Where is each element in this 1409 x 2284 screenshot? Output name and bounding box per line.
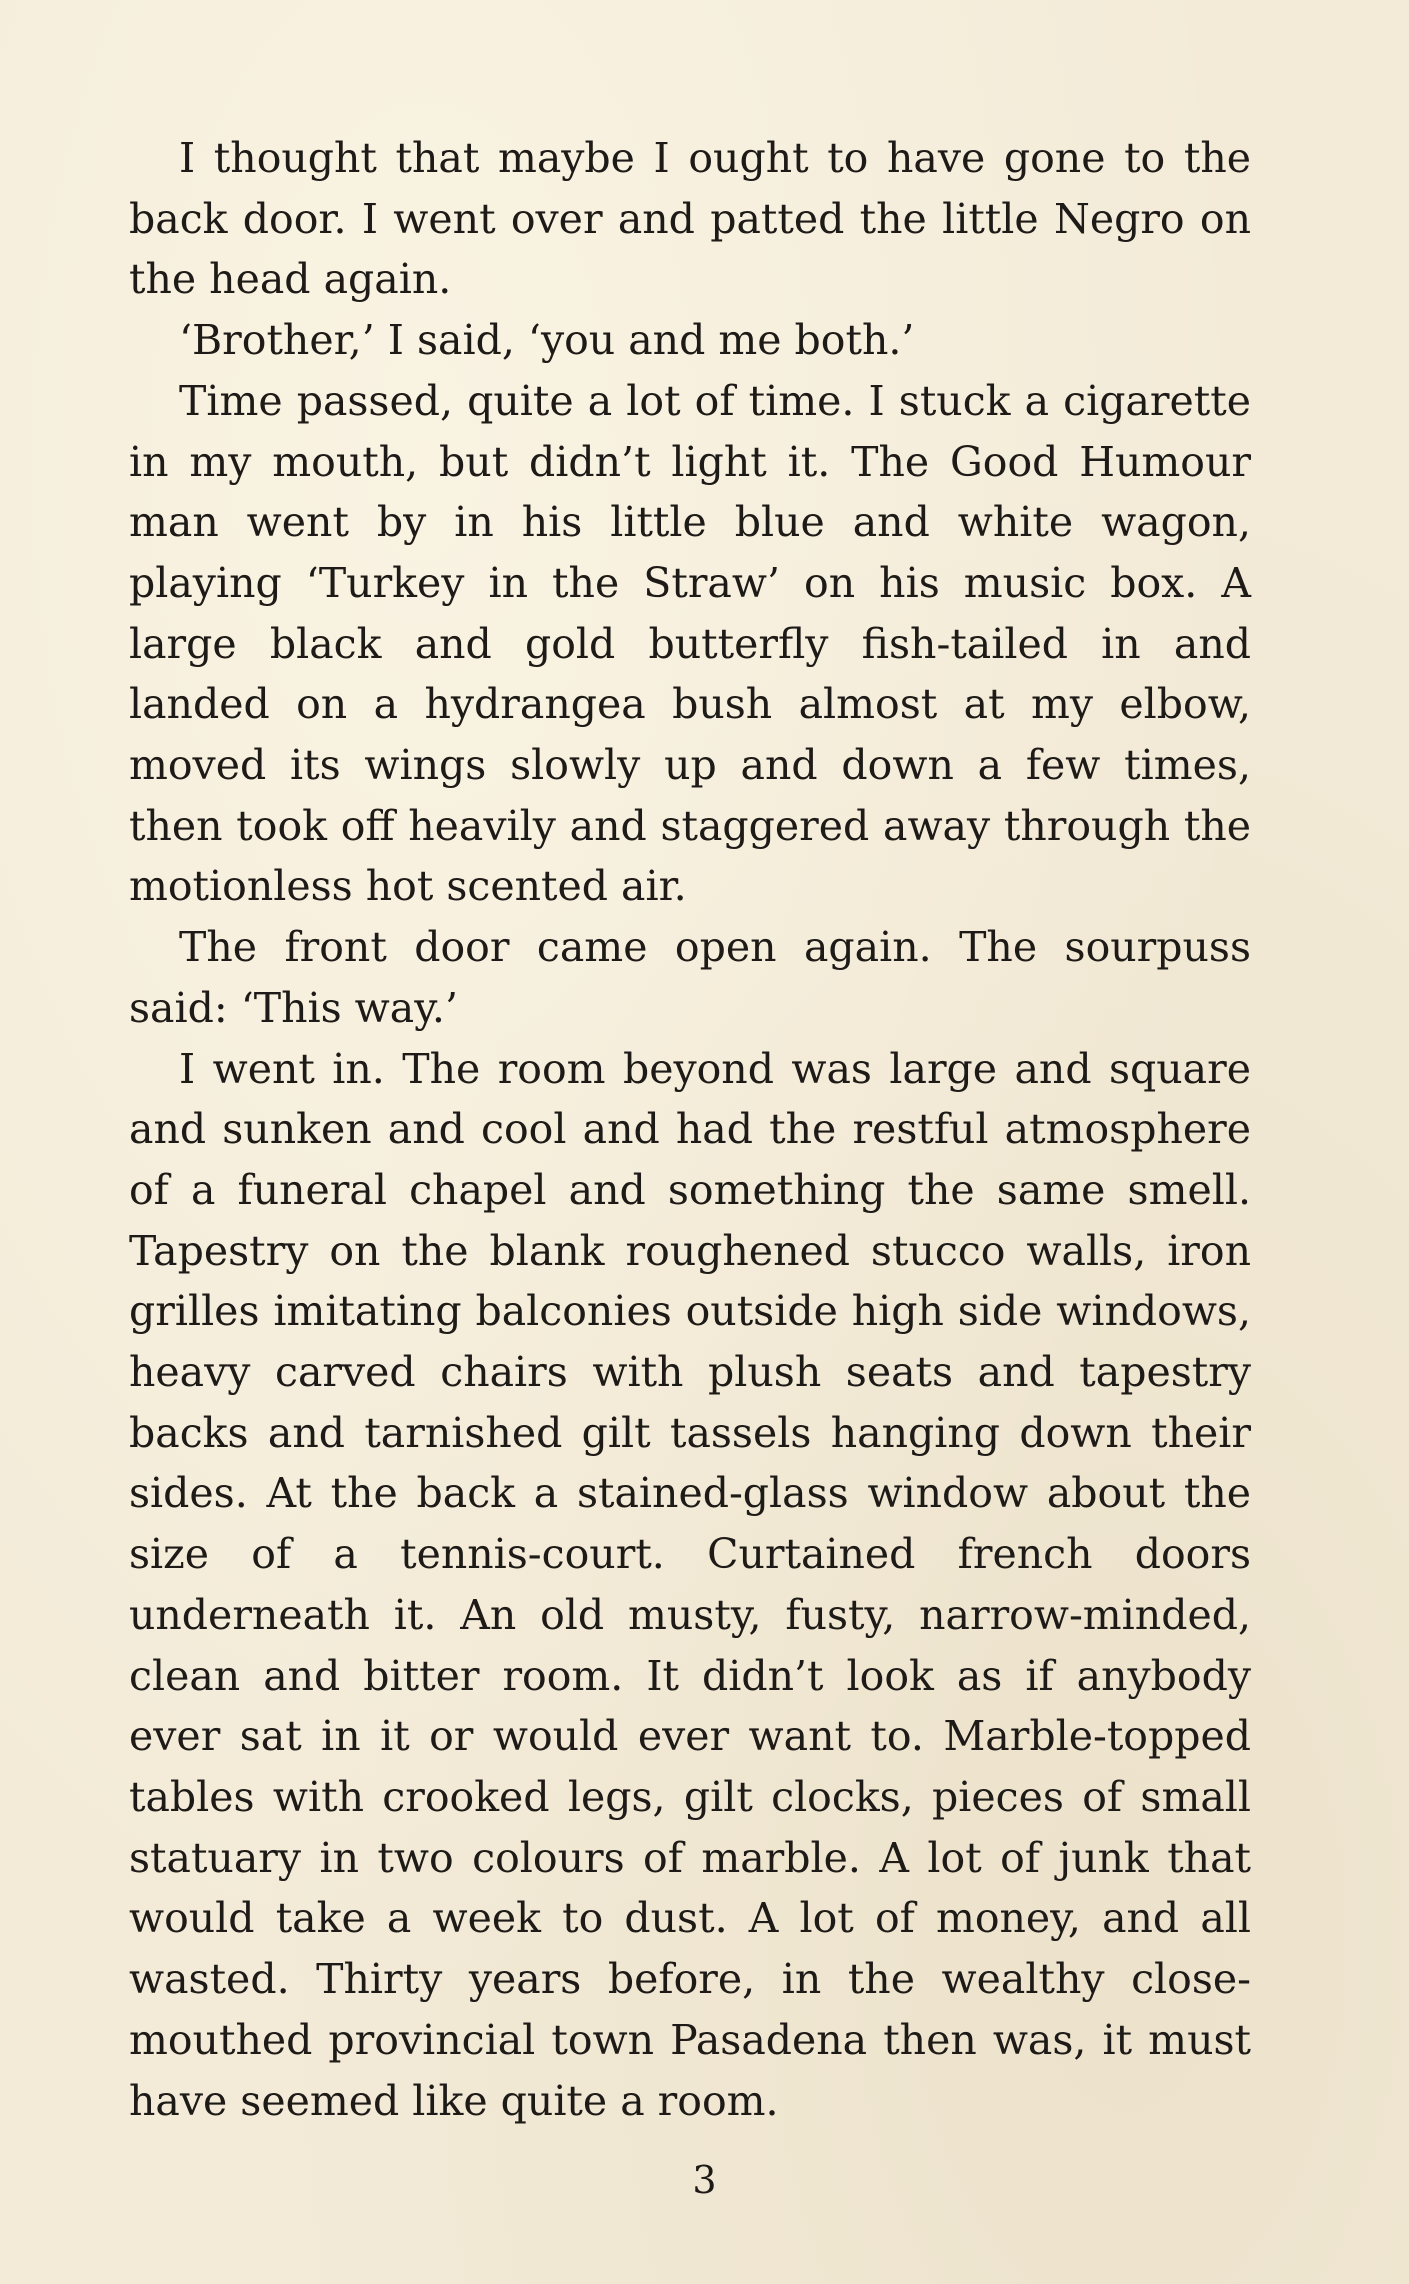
paragraph-front-door: The front door came open again. The sourpuss said: ‘This way.’ [129,923,1251,1032]
page-number: 3 [692,2158,717,2202]
paragraph-back-door: I thought that maybe I ought to have gone to the back door. I went over and patted the little Negro on the head again. [129,134,1251,304]
body-text [129,128,1251,2131]
paragraph-brother: ‘Brother,’ I said, ‘you and me both.’ [179,316,915,365]
paragraph-room-description: I went in. The room beyond was large and square and sunken and cool and had the restful atmosphere of a funeral chapel and something the same smell. Tapestry on the blank roughened stucco walls, iron grilles imitating balconies outside high side windows, heavy carved chairs with plush seats and tapestry backs and tarnished gilt tassels hanging down their sides. At the back a stained-glass window about the size of a tennis-court. Curtained french doors underneath it. An old musty, fusty, narrow-minded, clean and bitter room. It didn’t look as if anybody ever sat in it or would ever want to. Marble-topped tables with crooked legs, gilt clocks, pieces of small statuary in two colours of marble. A lot of junk that would take a week to dust. A lot of money, and all wasted. Thirty years before, in the wealthy close-mouthed provincial town Pasadena then was, it must have seemed like quite a room. [129,1044,1251,2125]
paragraph-time-passed: Time passed, quite a lot of time. I stuck a cigarette in my mouth, but didn’t light it. The Good Humour man went by in his little blue and white wagon, playing ‘Turkey in the Straw’ on his music box. A large black and gold butterfly fish-tailed in and landed on a hydrangea bush almost at my elbow, moved its wings slowly up and down a few times, then took off heavily and staggered away through the motionless hot scented air. [129,376,1251,911]
